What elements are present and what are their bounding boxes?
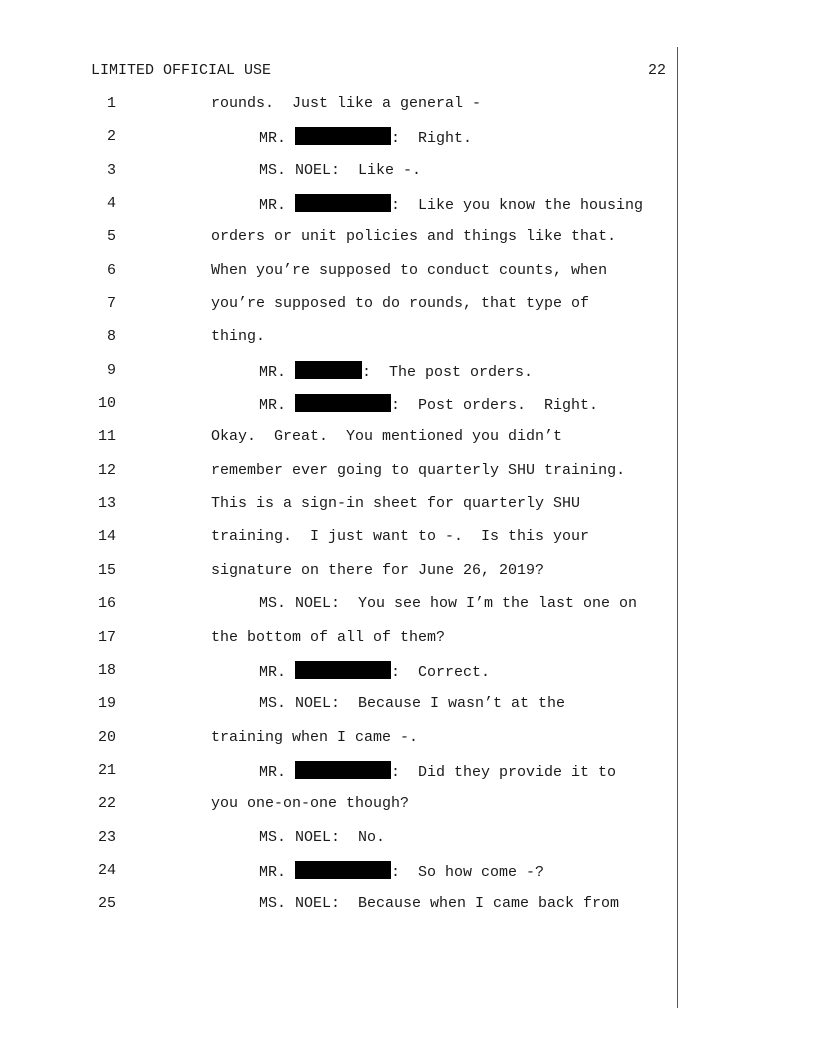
transcript-line bbox=[0, 194, 816, 227]
line-text-main: MR. bbox=[259, 763, 296, 781]
line-text-after-redaction: : The post orders. bbox=[362, 363, 534, 381]
line-text-main: MS. NOEL: Like -. bbox=[259, 161, 422, 179]
line-text bbox=[259, 361, 533, 383]
line-text bbox=[259, 127, 472, 149]
line-text bbox=[259, 894, 619, 914]
line-text-main: thing. bbox=[211, 328, 266, 346]
line-text-main: MR. bbox=[259, 363, 296, 381]
line-text-main: MR. bbox=[259, 397, 296, 415]
line-text-main: remember ever going to quarterly SHU training. bbox=[211, 461, 626, 479]
line-text-main: MR. bbox=[259, 663, 296, 681]
line-text-main: rounds. Just like a general - bbox=[211, 95, 482, 112]
line-number: 9 bbox=[106, 361, 116, 379]
line-text bbox=[211, 427, 562, 447]
line-text-main: MS. NOEL: Because when I came back from bbox=[259, 895, 620, 913]
line-number: 10 bbox=[97, 395, 116, 413]
transcript-line bbox=[0, 261, 816, 294]
line-number: 7 bbox=[106, 295, 116, 313]
line-text bbox=[211, 561, 544, 581]
transcript-line bbox=[0, 361, 816, 394]
line-number: 22 bbox=[97, 795, 116, 813]
line-text-main: you one-on-one though? bbox=[211, 795, 410, 813]
line-text bbox=[211, 728, 418, 748]
line-text bbox=[259, 694, 565, 714]
line-text-main: MS. NOEL: Because I wasn’t at the bbox=[259, 695, 566, 713]
transcript-line bbox=[0, 461, 816, 494]
transcript-line bbox=[0, 294, 816, 327]
transcript-line bbox=[0, 527, 816, 560]
line-text bbox=[259, 861, 544, 883]
transcript-line bbox=[0, 561, 816, 594]
line-text bbox=[211, 261, 607, 281]
transcript-line bbox=[0, 828, 816, 861]
line-text bbox=[211, 461, 625, 481]
line-number: 8 bbox=[106, 328, 116, 346]
line-text-main: the bottom of all of them? bbox=[211, 628, 446, 646]
line-number: 20 bbox=[97, 728, 116, 746]
line-number: 11 bbox=[97, 428, 116, 446]
line-text bbox=[259, 194, 643, 216]
line-text-main: you’re supposed to do rounds, that type of bbox=[211, 295, 590, 313]
line-text bbox=[259, 394, 598, 416]
line-text-main: orders or unit policies and things like that. bbox=[211, 228, 617, 246]
transcript-line bbox=[0, 694, 816, 727]
line-number: 25 bbox=[97, 895, 116, 913]
line-number: 6 bbox=[106, 261, 116, 279]
transcript-line bbox=[0, 94, 816, 127]
line-text bbox=[259, 828, 385, 848]
page-header bbox=[91, 61, 666, 81]
line-text-main: MR. bbox=[259, 130, 296, 148]
transcript-line bbox=[0, 861, 816, 894]
line-number: 15 bbox=[97, 561, 116, 579]
line-text-main: training when I came -. bbox=[211, 728, 419, 746]
transcript-line bbox=[0, 394, 816, 427]
line-text bbox=[211, 794, 409, 814]
redaction-box bbox=[295, 394, 391, 412]
line-number: 4 bbox=[106, 195, 116, 213]
line-text-main: Okay. Great. You mentioned you didn’t bbox=[211, 428, 563, 446]
line-text-main: When you’re supposed to conduct counts, when bbox=[211, 261, 608, 279]
line-text bbox=[211, 294, 589, 314]
line-text-main: training. I just want to -. Is this your bbox=[211, 528, 590, 546]
line-text bbox=[259, 594, 637, 614]
transcript-line bbox=[0, 761, 816, 794]
line-text-after-redaction: : Like you know the housing bbox=[391, 197, 644, 215]
transcript-line bbox=[0, 728, 816, 761]
transcript-line bbox=[0, 494, 816, 527]
classification-marking: LIMITED OFFICIAL USE bbox=[91, 62, 272, 79]
line-number: 14 bbox=[97, 528, 116, 546]
transcript-line bbox=[0, 227, 816, 260]
line-number: 18 bbox=[97, 661, 116, 679]
redaction-box bbox=[295, 861, 391, 879]
line-number: 2 bbox=[106, 128, 116, 146]
redaction-box bbox=[295, 761, 391, 779]
redaction-box bbox=[295, 661, 391, 679]
line-text bbox=[211, 327, 265, 347]
transcript-line bbox=[0, 427, 816, 460]
line-text-main: This is a sign-in sheet for quarterly SHU bbox=[211, 495, 581, 513]
redaction-box bbox=[295, 194, 391, 212]
line-text-main: signature on there for June 26, 2019? bbox=[211, 561, 545, 579]
line-text-after-redaction: : Did they provide it to bbox=[391, 763, 617, 781]
transcript-line bbox=[0, 594, 816, 627]
line-number: 1 bbox=[106, 95, 116, 112]
line-text-main: MR. bbox=[259, 863, 296, 881]
line-number: 12 bbox=[97, 461, 116, 479]
redaction-box bbox=[295, 361, 362, 379]
redaction-box bbox=[295, 127, 391, 145]
line-text bbox=[211, 494, 580, 514]
line-text bbox=[259, 161, 421, 181]
transcript-line bbox=[0, 127, 816, 160]
line-text-after-redaction: : Post orders. Right. bbox=[391, 397, 599, 415]
line-text-after-redaction: : So how come -? bbox=[391, 863, 545, 881]
line-text bbox=[259, 661, 490, 683]
line-text-after-redaction: : Right. bbox=[391, 130, 473, 148]
transcript-line bbox=[0, 794, 816, 827]
line-text-after-redaction: : Correct. bbox=[391, 663, 491, 681]
line-text-main: MS. NOEL: No. bbox=[259, 828, 386, 846]
line-text bbox=[211, 527, 589, 547]
line-number: 3 bbox=[106, 161, 116, 179]
transcript-line bbox=[0, 327, 816, 360]
line-number: 21 bbox=[97, 761, 116, 779]
transcript-line bbox=[0, 628, 816, 661]
line-number: 16 bbox=[97, 595, 116, 613]
line-text bbox=[259, 761, 616, 783]
line-number: 23 bbox=[97, 828, 116, 846]
transcript-line bbox=[0, 894, 816, 927]
line-text bbox=[211, 628, 445, 648]
line-text bbox=[211, 94, 481, 114]
line-number: 24 bbox=[97, 861, 116, 879]
line-number: 17 bbox=[97, 628, 116, 646]
line-number: 13 bbox=[97, 495, 116, 513]
line-text-main: MR. bbox=[259, 197, 296, 215]
line-number: 19 bbox=[97, 695, 116, 713]
transcript-lines bbox=[0, 94, 816, 928]
line-text bbox=[211, 227, 616, 247]
page-number: 22 bbox=[647, 62, 666, 79]
transcript-line bbox=[0, 661, 816, 694]
line-text-main: MS. NOEL: You see how I’m the last one on bbox=[259, 595, 638, 613]
line-number: 5 bbox=[106, 228, 116, 246]
transcript-line bbox=[0, 161, 816, 194]
